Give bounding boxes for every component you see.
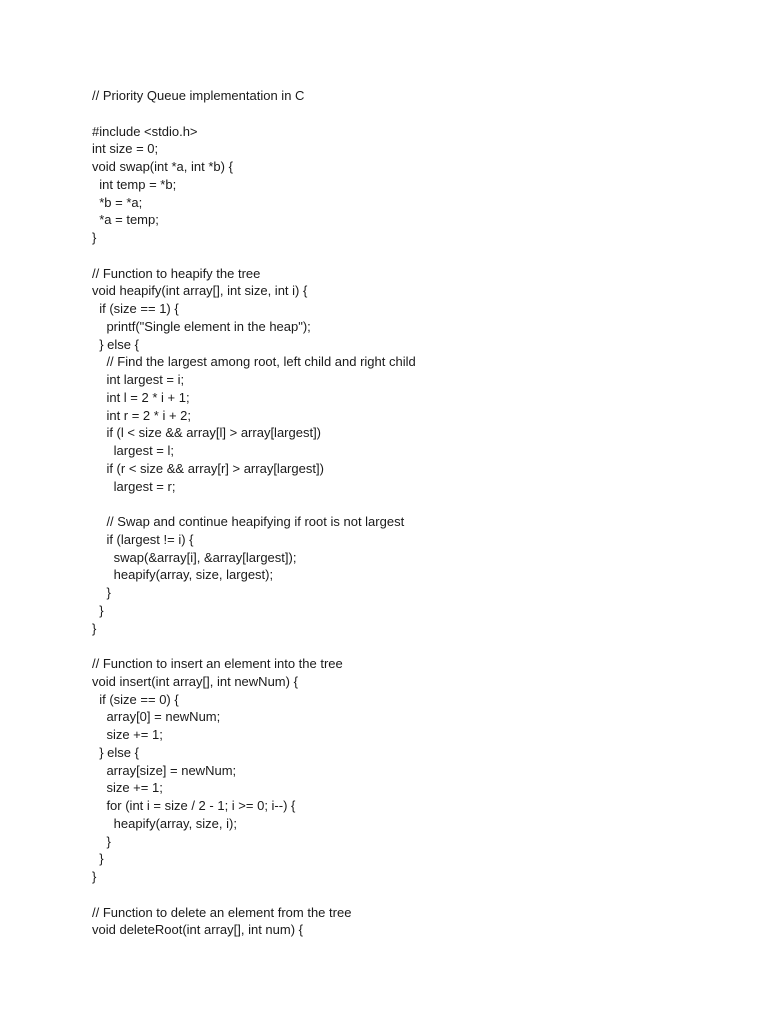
code-line: void insert(int array[], int newNum) { (92, 673, 298, 689)
code-line: // Function to insert an element into the tree (92, 656, 343, 671)
code-line: size += 1; (92, 780, 163, 796)
code-line: // Function to heapify the tree (92, 265, 261, 281)
code-line: void deleteRoot(int array[], int num) { (92, 922, 303, 938)
code-line: } (92, 230, 97, 245)
code-line: if (r < size && array[r] > array[largest]) (92, 460, 324, 476)
code-line: } else { (92, 744, 139, 760)
code-line: int temp = *b; (92, 176, 177, 192)
code-line: int largest = i; (92, 372, 185, 387)
blank-line (92, 886, 416, 904)
code-line: } (92, 851, 104, 867)
code-line: } (92, 585, 111, 600)
code-line: array[0] = newNum; (92, 709, 221, 725)
code-line: array[size] = newNum; (92, 762, 237, 778)
blank-line (92, 495, 416, 513)
code-line: if (size == 0) { (92, 691, 179, 707)
code-line: *b = *a; (92, 194, 143, 210)
blank-line (92, 105, 416, 123)
code-line: largest = r; (92, 478, 176, 494)
code-line: heapify(array, size, i); (92, 815, 237, 831)
code-line: int size = 0; (92, 141, 159, 157)
code-line: if (l < size && array[l] > array[largest]) (92, 425, 322, 441)
code-line: int l = 2 * i + 1; (92, 389, 190, 405)
code-line: // Find the largest among root, left child and right child (92, 354, 416, 370)
code-line: int r = 2 * i + 2; (92, 407, 191, 423)
code-line: // Priority Queue implementation in C (92, 88, 305, 103)
code-line: } (92, 869, 97, 884)
blank-line (92, 637, 416, 655)
code-line: } (92, 602, 104, 618)
code-line: void swap(int *a, int *b) { (92, 159, 233, 174)
code-line: } (92, 833, 111, 849)
code-line: printf("Single element in the heap"); (92, 318, 311, 334)
code-line: } else { (92, 336, 139, 352)
code-line: for (int i = size / 2 - 1; i >= 0; i--) { (92, 798, 296, 813)
code-line: #include <stdio.h> (92, 123, 198, 139)
code-line: swap(&array[i], &array[largest]); (92, 549, 297, 565)
code-line: heapify(array, size, largest); (92, 567, 274, 583)
code-line: if (size == 1) { (92, 301, 179, 316)
code-line: largest = l; (92, 443, 175, 458)
code-line: size += 1; (92, 727, 163, 742)
code-line: *a = temp; (92, 212, 159, 228)
code-line: // Function to delete an element from the tree (92, 904, 352, 920)
code-line: if (largest != i) { (92, 531, 194, 547)
blank-line (92, 247, 416, 265)
code-line: // Swap and continue heapifying if root is not largest (92, 514, 405, 529)
code-line: void heapify(int array[], int size, int i) { (92, 283, 308, 299)
code-line: } (92, 620, 97, 636)
code-block (92, 87, 416, 939)
